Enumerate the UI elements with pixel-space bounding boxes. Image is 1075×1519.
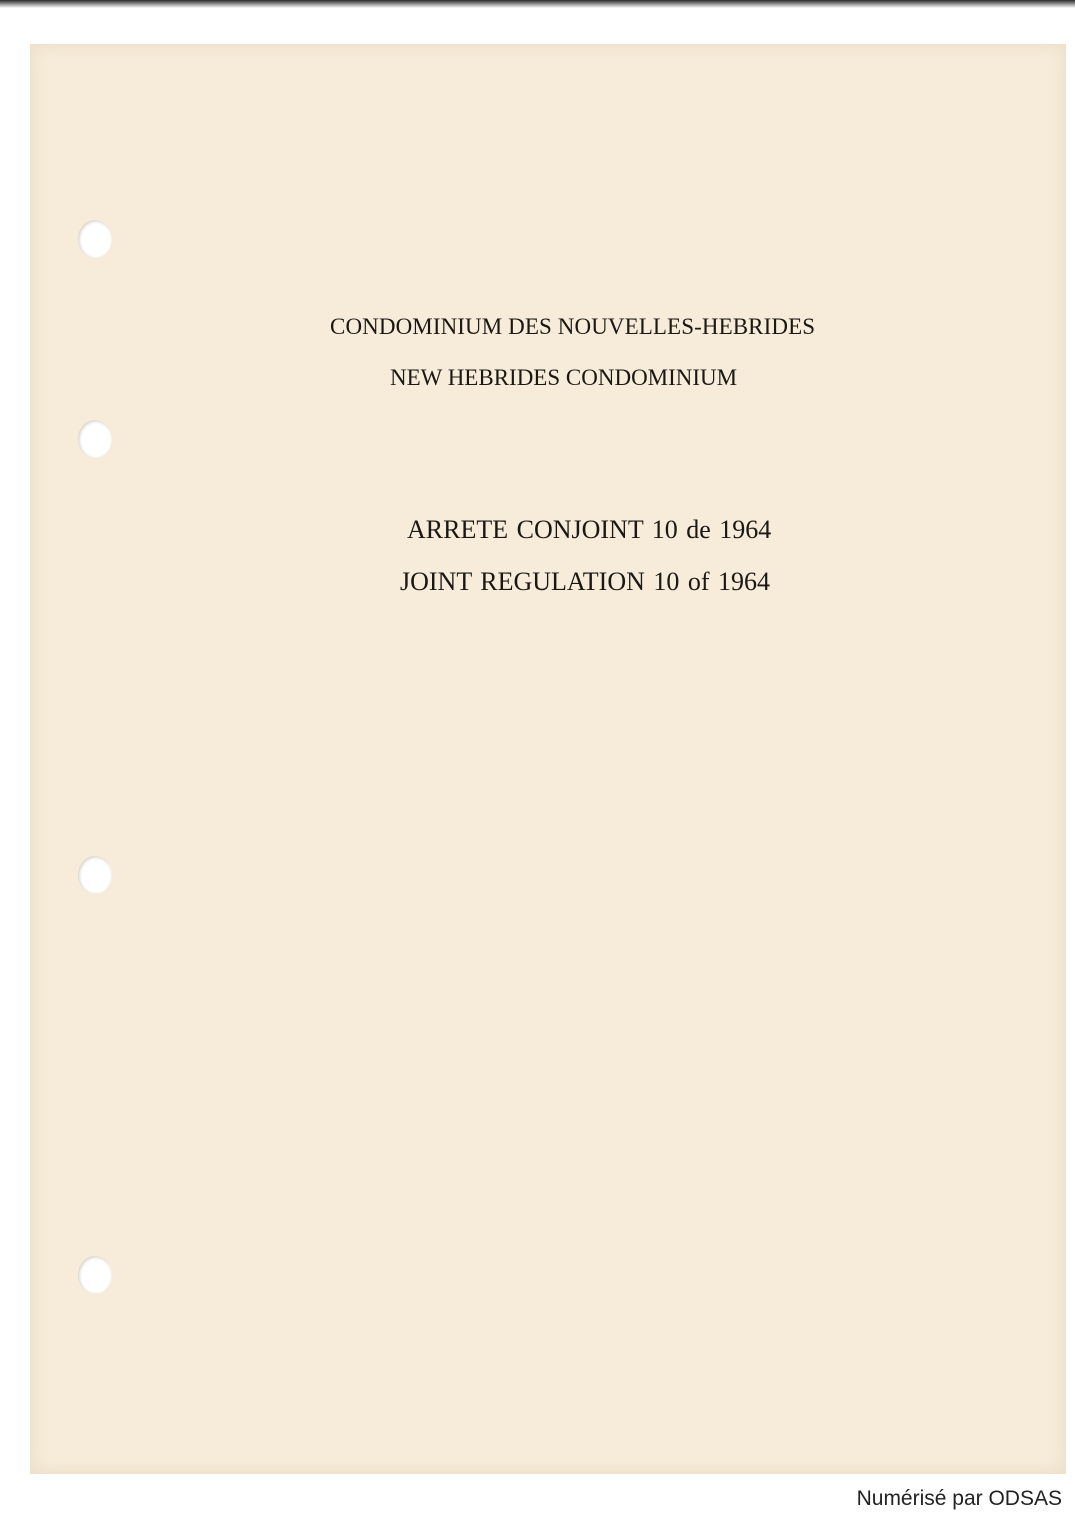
title-english: NEW HEBRIDES CONDOMINIUM — [390, 365, 738, 390]
punch-hole-4 — [78, 1256, 112, 1294]
document-page — [30, 44, 1066, 1474]
regulation-title-french: ARRETE CONJOINT 10 de 1964 — [407, 515, 772, 544]
punch-hole-2 — [78, 420, 112, 458]
regulation-title-english: JOINT REGULATION 10 of 1964 — [400, 567, 771, 596]
punch-hole-3 — [78, 856, 112, 894]
digitization-credit: Numérisé par ODSAS — [856, 1487, 1062, 1510]
title-french: CONDOMINIUM DES NOUVELLES-HEBRIDES — [330, 314, 816, 339]
scan-top-edge — [0, 0, 1075, 8]
punch-hole-1 — [78, 220, 112, 258]
